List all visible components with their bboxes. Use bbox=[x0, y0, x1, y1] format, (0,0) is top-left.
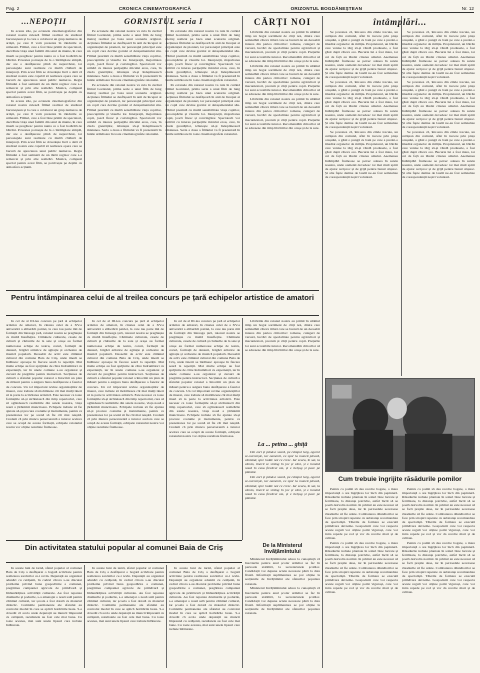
article-concurs-col bbox=[169, 319, 240, 539]
article-title: întâmplări... bbox=[373, 17, 427, 27]
article-title: GORNISTUL seria I bbox=[124, 17, 203, 26]
article-body: In aceste luni de iarnă, sfatul popular al comunei Baia de Criș a desfășurat o bogată activitate pentru realizarea sarcinilor ce-i revin. Deputații au organizat adunări cu cetățenii, în cadrul cărora s-au discutat probleme privind buna gospodărire a comunei, pregătirea campaniei agricole de primăvară și îmbunătățirea activității culturale. Au fost reparate drumurile și podurile, s-a amenajat o nouă sală pentru căminul cultural, iar școala a fost dotată cu material didactic. Comisiile permanente ale sfatului au controlat modul în care se aplică hotărârile luate. S-a dovedit că acolo unde deputații au muncit împreună cu cetățenii, rezultatele au fost cele mai bune. Cu toate acestea, mai sunt unele lipsuri care trebuie înlăturate. bbox=[87, 566, 164, 624]
news-photo bbox=[325, 378, 475, 472]
column-rule bbox=[84, 318, 85, 540]
column-rule bbox=[166, 565, 167, 668]
article-concurs-col bbox=[6, 319, 82, 539]
article-title: Cum trebuie îngrijite răsădurile pomilor bbox=[338, 476, 462, 483]
issue-number: Nr. 12 bbox=[461, 5, 474, 11]
article-body: In aceste luni de iarnă, sfatul popular al comunei Baia de Criș a desfășurat o bogată activitate pentru realizarea sarcinilor ce-i revin. Deputații au organizat adunări cu cetățenii, în cadrul cărora s-au discutat probleme privind buna gospodărire a comunei, pregătirea campaniei agricole de primăvară și îmbunătățirea activității culturale. Au fost reparate drumurile și podurile, s-a amenajat o nouă sală pentru căminul cultural, iar școala a fost dotată cu material didactic. Comisiile permanente ale sfatului au controlat modul în care se aplică hotărârile luate. S-a dovedit că acolo unde deputații au muncit împreună cu cetățenii, rezultatele au fost cele mai bune. Cu toate acestea, mai sunt unele lipsuri care trebuie înlăturate. bbox=[169, 566, 240, 632]
article-carti-noi bbox=[245, 17, 320, 287]
divider bbox=[6, 315, 319, 316]
article-title: ...NEPOȚII bbox=[21, 17, 67, 26]
divider bbox=[6, 540, 242, 541]
headline-concurs: Pentru întâmpinarea celui de al treilea concurs pe țară echipelor artistice de amatori bbox=[10, 293, 315, 302]
article-body: Se povestea că, într-una din zilele trecute, un cetățean din comună, aflat în trecere prin piața orașului, a găsit o pungă cu bani pe care a predat-o imediat organelor de miliție. Proprietarul, un bătrân care venise la târg să-și vândă produsele, a fost găsit după câteva ore. Bucuria lui a fost mare, iar cei de față au lăudat cinstea omului. Asemenea întâmplări frumoase se petrec adesea în satele noastre, unde oamenii dovedesc tot mai mult spirit de ajutor reciproc și de grijă pentru bunul obștesc. Și alte fapte demne de laudă ne-au fost semnalate de corespondenții noștri voluntari. Se povestea că, într-una din zilele trecute, un cetățean din comună, aflat în trecere prin piața orașului, a găsit o pungă cu bani pe care a predat-o imediat organelor de miliție. Proprietarul, un bătrân care venise la târg să-și vândă produsele, a fost găsit după câteva ore. Bucuria lui a fost mare, iar cei de față au lăudat cinstea omului. Asemenea întâmplări frumoase se petrec adesea în satele noastre, unde oamenii dovedesc tot mai mult spirit de ajutor reciproc și de grijă pentru bunul obștesc. Și alte fapte demne de laudă ne-au fost semnalate de corespondenții noștri voluntari. Se povestea că, într-una din zilele trecute, un cetățean din comună, aflat în trecere prin piața orașului, a găsit o pungă cu bani pe care a predat-o imediat organelor de miliție. Proprietarul, un bătrân care venise la târg să-și vândă produsele, a fost găsit după câteva ore. Bucuria lui a fost mare, iar cei de față au lăudat cinstea omului. Asemenea întâmplări frumoase se petrec adesea în satele noastre, unde oamenii dovedesc tot mai mult spirit de ajutor reciproc și de grijă pentru bunul obștesc. Și alte fapte demne de laudă ne-au fost semnalate de corespondenții noștri voluntari. bbox=[325, 30, 398, 179]
article-body: In aceste zile, pe ecranele cinematografelor din raionul nostru rulează filmul realizat de studioul bucureștean și la care a colaborat un grup numeros de artiști, pe care îl vom prezenta în rândurile ce urmează. Filmul, care a fost bine primit de spectatori, dezvăluie viața unei familii din satul de munte, în care tinerii se pregătesc pentru nunta ce a fost hotărâtă de bătrâni. Povestea pornește de la o întâmplare simplă, dar are o desfășurare plină de neprevăzut, iar personajele sunt realizate cu multă căldură de interpreți. Prin acest film se dovedește încă o dată că studioul nostru este capabil să realizeze opere care se bucură de aprecierea unui public numeros. Regia filmului a fost semnată de un tânăr regizor care s-a remarcat și prin alte realizări. Muzica, compusă special pentru acest film, se potrivește pe deplin cu atmosfera acțiunii. In aceste zile, pe ecranele cinematografelor din raionul nostru rulează filmul realizat de studioul bucureștean și la care a colaborat un grup numeros de artiști, pe care îl vom prezenta în rândurile ce urmează. Filmul, care a fost bine primit de spectatori, dezvăluie viața unei familii din satul de munte, în care tinerii se pregătesc pentru nunta ce a fost hotărâtă de bătrâni. Povestea pornește de la o întâmplare simplă, dar are o desfășurare plină de neprevăzut, iar personajele sunt realizate cu multă căldură de interpreți. Prin acest film se dovedește încă o dată că studioul nostru este capabil să realizeze opere care se bucură de aprecierea unui public numeros. Regia filmului a fost semnată de un tânăr regizor care s-a remarcat și prin alte realizări. Muzica, compusă special pentru acest film, se potrivește pe deplin cu atmosfera acțiunii. bbox=[6, 29, 82, 169]
article-activitatea-col bbox=[87, 566, 164, 668]
poem bbox=[245, 442, 320, 540]
article-body: In cel de al III-lea concurs pe țară al echipelor artistice de amatori, în cinstea celei de a XV-a aniversări a eliberării patriei, la care iau parte mii de formații din întreaga țară, raionul nostru se pregătește cu multă însuflețire. Căminele culturale, casele de cultură și cluburile de la sate și orașe au format numeroase echipe de teatru, coruri, formații de dansuri, brigăzi artistice de agitație și orchestre de muzică populară. Deosebit de activ este căminul cultural din comuna Baia de Criș, unde tinerii se întâlnesc aproape în fiecare seară la repetiții. Mai multe echipe au fost sprijinite de către îndrumători cu experiență, iar în unele comune s-au organizat și cursuri de pregătire pentru instructori. Secțiunea de cultură a sfatului popular raional a întocmit un plan de măsuri pentru a asigura buna desfășurare a fazelor de concurs. Un rol important revine organizațiilor de tineret, care trebuie să mobilizeze cât mai mulți tineri să ia parte la activitatea artistică. Este necesar ca toate formațiile să-și alcătuiască din timp repertoriul, care să oglindească realizările din satele noastre, viața nouă a țărănimii muncitoare. Echipele trebuie să fie ajutate să-și procure costume și instrumente, pentru ca prezentarea lor pe scenă să fie cât mai reușită. Credem că prin munca perseverentă a tuturor acelora care se ocupă de aceste formații, echipele raionului nostru vor obține rezultate frumoase. bbox=[169, 319, 240, 438]
article-body: In cel de al III-lea concurs pe țară al echipelor artistice de amatori, în cinstea celei de a XV-a aniversări a eliberării patriei, la care iau parte mii de formații din întreaga țară, raionul nostru se pregătește cu multă însuflețire. Căminele culturale, casele de cultură și cluburile de la sate și orașe au format numeroase echipe de teatru, coruri, formații de dansuri, brigăzi artistice de agitație și orchestre de muzică populară. Deosebit de activ este căminul cultural din comuna Baia de Criș, unde tinerii se întâlnesc aproape în fiecare seară la repetiții. Mai multe echipe au fost sprijinite de către îndrumători cu experiență, iar în unele comune s-au organizat și cursuri de pregătire pentru instructori. Secțiunea de cultură a sfatului popular raional a întocmit un plan de măsuri pentru a asigura buna desfășurare a fazelor de concurs. Un rol important revine organizațiilor de tineret, care trebuie să mobilizeze cât mai mulți tineri să ia parte la activitatea artistică. Este necesar ca toate formațiile să-și alcătuiască din timp repertoriul, care să oglindească realizările din satele noastre, viața nouă a țărănimii muncitoare. Echipele trebuie să fie ajutate să-și procure costume și instrumente, pentru ca prezentarea lor pe scenă să fie cât mai reușită. Credem că prin munca perseverentă a tuturor acelora care se ocupă de aceste formații, echipele raionului nostru vor obține rezultate frumoase. bbox=[87, 319, 164, 430]
article-body: Librăriile din raionul nostru au primit în ultimul timp un bogat sortiment de cărți noi, dintre care semnalăm câteva titluri care se bucură de un deosebit interes din partea cititorilor: romane, culegeri de versuri, lucrări de specialitate pentru agricultori și mecanizatori, precum și cărți pentru copii. Prețurile lor sunt accesibile tuturor. Recomandăm cititorilor să se adreseze din timp librăriilor din orașe și de la sate. bbox=[245, 319, 320, 352]
newspaper-name: ORIZONTUL BOGDĂNEȘTEAN bbox=[290, 5, 363, 11]
headline-activitatea: Din activitatea statului popular al comunei Baia de Criș bbox=[24, 543, 224, 552]
page-number: Pag. 2 bbox=[6, 5, 20, 11]
page-header bbox=[6, 4, 474, 13]
column-rule bbox=[166, 318, 167, 540]
article-title: De la Ministerul Invățămîntului bbox=[262, 543, 303, 555]
divider bbox=[6, 562, 242, 563]
section-title-cinema: CRONICA CINEMATOGRAFICĂ bbox=[118, 5, 192, 11]
column-rule bbox=[242, 565, 243, 668]
column-rule bbox=[242, 318, 243, 540]
column-rule bbox=[84, 565, 85, 668]
article-body: In cel de al III-lea concurs pe țară al echipelor artistice de amatori, în cinstea celei de a XV-a aniversări a eliberării patriei, la care iau parte mii de formații din întreaga țară, raionul nostru se pregătește cu multă însuflețire. Căminele culturale, casele de cultură și cluburile de la sate și orașe au format numeroase echipe de teatru, coruri, formații de dansuri, brigăzi artistice de agitație și orchestre de muzică populară. Deosebit de activ este căminul cultural din comuna Baia de Criș, unde tinerii se întâlnesc aproape în fiecare seară la repetiții. Mai multe echipe au fost sprijinite de către îndrumători cu experiență, iar în unele comune s-au organizat și cursuri de pregătire pentru instructori. Secțiunea de cultură a sfatului popular raional a întocmit un plan de măsuri pentru a asigura buna desfășurare a fazelor de concurs. Un rol important revine organizațiilor de tineret, care trebuie să mobilizeze cât mai mulți tineri să ia parte la activitatea artistică. Este necesar ca toate formațiile să-și alcătuiască din timp repertoriul, care să oglindească realizările din satele noastre, viața nouă a țărănimii muncitoare. Echipele trebuie să fie ajutate să-și procure costume și instrumente, pentru ca prezentarea lor pe scenă să fie cât mai reușită. Credem că prin munca perseverentă a tuturor acelora care se ocupă de aceste formații, echipele raionului nostru vor obține rezultate frumoase. bbox=[6, 319, 82, 430]
column-rule bbox=[84, 16, 85, 288]
article-concurs-col bbox=[87, 319, 164, 539]
article-body: Ministerul Invățămîntului aduce la cunoștință că înscrierile pentru anul școlar următor se fac în perioada stabilită, la secretariatele școlilor. Candidații vor depune actele necesare până la data fixată. Informații suplimentare se pot obține la secțiunile de învățământ ale sfaturilor populare raionale. Ministerul Invățămîntului aduce la cunoștință că înscrierile pentru anul școlar următor se fac în perioada stabilită, la secretariatele școlilor. Candidații vor depune actele necesare până la data fixată. Informații suplimentare se pot obține la secțiunile de învățământ ale sfaturilor populare raionale. bbox=[245, 557, 320, 616]
poem-block bbox=[245, 319, 320, 439]
article-activitatea-col bbox=[169, 566, 240, 668]
article-body: Pentru ca pomii să dea recolte bogate, o mare importanță o are îngrijirea lor încă din pepinieră. Răsadurile trebuie plantate în soluri bine lucrate și fertilizate, la distanțe potrivite, astfel încât să se poată dezvolta normal. In primul an este necesar să se facă praşile dese, iar în perioadele secetoase răsadurile să fie udate. Combaterea dăunătorilor se face prin stropiri repetate cu substanțe recomandate de specialiști. Tăierile de formare se execută primăvara devreme. Gospodarii care vor respecta aceste reguli vor obține pomi viguroși, care vor intra repede pe rod și vor da recolte mari și de calitate. Pentru ca pomii să dea recolte bogate, o mare importanță o are îngrijirea lor încă din pepinieră. Răsadurile trebuie plantate în soluri bine lucrate și fertilizate, la distanțe potrivite, astfel încât să se poată dezvolta normal. In primul an este necesar să se facă praşile dese, iar în perioadele secetoase răsadurile să fie udate. Combaterea dăunătorilor se face prin stropiri repetate cu substanțe recomandate de specialiști. Tăierile de formare se execută primăvara devreme. Gospodarii care vor respecta aceste reguli vor obține pomi viguroși, care vor intra repede pe rod și vor da recolte mari și de calitate. bbox=[402, 487, 475, 595]
article-activitatea-col bbox=[6, 566, 82, 668]
article-gornistul bbox=[87, 17, 240, 287]
photo-illustration bbox=[326, 379, 474, 471]
article-ministerul bbox=[245, 543, 320, 668]
poem-body: Din zori și până-n seară, pe câmpul larg, ogorul se-nverzește, iar oamenii, cu spor la muncă pleacă, cântând, spre holde noi ce cresc. Iar seara, în sat, la cămin, tinerii se strâng în joc și cânt, și e lumină nouă în casa fiecărui om, și e belșug și pace pe pământ. Din zori și până-n seară, pe câmpul larg, ogorul se-nverzește, iar oamenii, cu spor la muncă pleacă, cântând, spre holde noi ce cresc. Iar seara, în sat, la cămin, tinerii se strâng în joc și cânt, și e lumină nouă în casa fiecărui om, și e belșug și pace pe pământ. bbox=[245, 450, 320, 500]
article-body: Pentru ca pomii să dea recolte bogate, o mare importanță o are îngrijirea lor încă din pepinieră. Răsadurile trebuie plantate în soluri bine lucrate și fertilizate, la distanțe potrivite, astfel încât să se poată dezvolta normal. In primul an este necesar să se facă praşile dese, iar în perioadele secetoase răsadurile să fie udate. Combaterea dăunătorilor se face prin stropiri repetate cu substanțe recomandate de specialiști. Tăierile de formare se execută primăvara devreme. Gospodarii care vor respecta aceste reguli vor obține pomi viguroși, care vor intra repede pe rod și vor da recolte mari și de calitate. Pentru ca pomii să dea recolte bogate, o mare importanță o are îngrijirea lor încă din pepinieră. Răsadurile trebuie plantate în soluri bine lucrate și fertilizate, la distanțe potrivite, astfel încât să se poată dezvolta normal. In primul an este necesar să se facă praşile dese, iar în perioadele secetoase răsadurile să fie udate. Combaterea dăunătorilor se face prin stropiri repetate cu substanțe recomandate de specialiști. Tăierile de formare se execută primăvara devreme. Gospodarii care vor respecta aceste reguli vor obține pomi viguroși, care vor intra repede pe rod și vor da recolte mari și de calitate. bbox=[325, 487, 398, 595]
article-body: Pe ecranele din raionul nostru va rula în curând filmul Gornistul, prima serie a unui film de lung metraj realizat pe baza unui scenariu original. Acțiunea filmului se desfășoară în anii de început ai organizației de pionieri, iar personajul principal este un copil care devine gornist al detașamentului său. Filmul prezintă cu multă sensibilitate viața copiilor, preocupările și visurile lor. Interpreții, majoritatea copii, joacă firesc și convingător. Spectatorii vor urmări cu interes peripețiile micului erou, care, în ciuda greutăților, izbutește să-și îndeplinească misiunea. Seria a doua a filmului va fi prezentată în lunile următoare în toate cinematografele raionului. Pe ecranele din raionul nostru va rula în curând filmul Gornistul, prima serie a unui film de lung metraj realizat pe baza unui scenariu original. Acțiunea filmului se desfășoară în anii de început ai organizației de pionieri, iar personajul principal este un copil care devine gornist al detașamentului său. Filmul prezintă cu multă sensibilitate viața copiilor, preocupările și visurile lor. Interpreții, majoritatea copii, joacă firesc și convingător. Spectatorii vor urmări cu interes peripețiile micului erou, care, în ciuda greutăților, izbutește să-și îndeplinească misiunea. Seria a doua a filmului va fi prezentată în lunile următoare în toate cinematografele raionului. bbox=[165, 29, 240, 137]
article-body: Se povestea că, într-una din zilele trecute, un cetățean din comună, aflat în trecere prin piața orașului, a găsit o pungă cu bani pe care a predat-o imediat organelor de miliție. Proprietarul, un bătrân care venise la târg să-și vândă produsele, a fost găsit după câteva ore. Bucuria lui a fost mare, iar cei de față au lăudat cinstea omului. Asemenea întâmplări frumoase se petrec adesea în satele noastre, unde oamenii dovedesc tot mai mult spirit de ajutor reciproc și de grijă pentru bunul obștesc. Și alte fapte demne de laudă ne-au fost semnalate de corespondenții noștri voluntari. Se povestea că, într-una din zilele trecute, un cetățean din comună, aflat în trecere prin piața orașului, a găsit o pungă cu bani pe care a predat-o imediat organelor de miliție. Proprietarul, un bătrân care venise la târg să-și vândă produsele, a fost găsit după câteva ore. Bucuria lui a fost mare, iar cei de față au lăudat cinstea omului. Asemenea întâmplări frumoase se petrec adesea în satele noastre, unde oamenii dovedesc tot mai mult spirit de ajutor reciproc și de grijă pentru bunul obștesc. Și alte fapte demne de laudă ne-au fost semnalate de corespondenții noștri voluntari. Se povestea că, într-una din zilele trecute, un cetățean din comună, aflat în trecere prin piața orașului, a găsit o pungă cu bani pe care a predat-o imediat organelor de miliție. Proprietarul, un bătrân care venise la târg să-și vândă produsele, a fost găsit după câteva ore. Bucuria lui a fost mare, iar cei de față au lăudat cinstea omului. Asemenea întâmplări frumoase se petrec adesea în satele noastre, unde oamenii dovedesc tot mai mult spirit de ajutor reciproc și de grijă pentru bunul obștesc. Și alte fapte demne de laudă ne-au fost semnalate de corespondenții noștri voluntari. bbox=[402, 30, 475, 179]
divider bbox=[6, 290, 319, 291]
column-rule bbox=[322, 16, 323, 668]
article-body: Librăriile din raionul nostru au primit în ultimul timp un bogat sortiment de cărți noi, dintre care semnalăm câteva titluri care se bucură de un deosebit interes din partea cititorilor: romane, culegeri de versuri, lucrări de specialitate pentru agricultori și mecanizatori, precum și cărți pentru copii. Prețurile lor sunt accesibile tuturor. Recomandăm cititorilor să se adreseze din timp librăriilor din orașe și de la sate. Librăriile din raionul nostru au primit în ultimul timp un bogat sortiment de cărți noi, dintre care semnalăm câteva titluri care se bucură de un deosebit interes din partea cititorilor: romane, culegeri de versuri, lucrări de specialitate pentru agricultori și mecanizatori, precum și cărți pentru copii. Prețurile lor sunt accesibile tuturor. Recomandăm cititorilor să se adreseze din timp librăriilor din orașe și de la sate. Librăriile din raionul nostru au primit în ultimul timp un bogat sortiment de cărți noi, dintre care semnalăm câteva titluri care se bucură de un deosebit interes din partea cititorilor: romane, culegeri de versuri, lucrări de specialitate pentru agricultori și mecanizatori, precum și cărți pentru copii. Prețurile lor sunt accesibile tuturor. Recomandăm cititorilor să se adreseze din timp librăriilor din orașe și de la sate. bbox=[245, 30, 320, 130]
column-rule bbox=[242, 16, 243, 288]
article-intamplari bbox=[325, 17, 475, 372]
poem-title: La ... petina ... ghiță bbox=[257, 442, 308, 448]
article-title: CĂRȚI NOI bbox=[253, 17, 312, 27]
article-tehnic bbox=[325, 476, 475, 668]
article-body: Pe ecranele din raionul nostru va rula în curând filmul Gornistul, prima serie a unui film de lung metraj realizat pe baza unui scenariu original. Acțiunea filmului se desfășoară în anii de început ai organizației de pionieri, iar personajul principal este un copil care devine gornist al detașamentului său. Filmul prezintă cu multă sensibilitate viața copiilor, preocupările și visurile lor. Interpreții, majoritatea copii, joacă firesc și convingător. Spectatorii vor urmări cu interes peripețiile micului erou, care, în ciuda greutăților, izbutește să-și îndeplinească misiunea. Seria a doua a filmului va fi prezentată în lunile următoare în toate cinematografele raionului. Pe ecranele din raionul nostru va rula în curând filmul Gornistul, prima serie a unui film de lung metraj realizat pe baza unui scenariu original. Acțiunea filmului se desfășoară în anii de început ai organizației de pionieri, iar personajul principal este un copil care devine gornist al detașamentului său. Filmul prezintă cu multă sensibilitate viața copiilor, preocupările și visurile lor. Interpreții, majoritatea copii, joacă firesc și convingător. Spectatorii vor urmări cu interes peripețiile micului erou, care, în ciuda greutăților, izbutește să-și îndeplinească misiunea. Seria a doua a filmului va fi prezentată în lunile următoare în toate cinematografele raionului. bbox=[87, 29, 162, 137]
article-nepotii bbox=[6, 17, 82, 287]
article-body: In aceste luni de iarnă, sfatul popular al comunei Baia de Criș a desfășurat o bogată activitate pentru realizarea sarcinilor ce-i revin. Deputații au organizat adunări cu cetățenii, în cadrul cărora s-au discutat probleme privind buna gospodărire a comunei, pregătirea campaniei agricole de primăvară și îmbunătățirea activității culturale. Au fost reparate drumurile și podurile, s-a amenajat o nouă sală pentru căminul cultural, iar școala a fost dotată cu material didactic. Comisiile permanente ale sfatului au controlat modul în care se aplică hotărârile luate. S-a dovedit că acolo unde deputații au muncit împreună cu cetățenii, rezultatele au fost cele mai bune. Cu toate acestea, mai sunt unele lipsuri care trebuie înlăturate. bbox=[6, 566, 82, 628]
